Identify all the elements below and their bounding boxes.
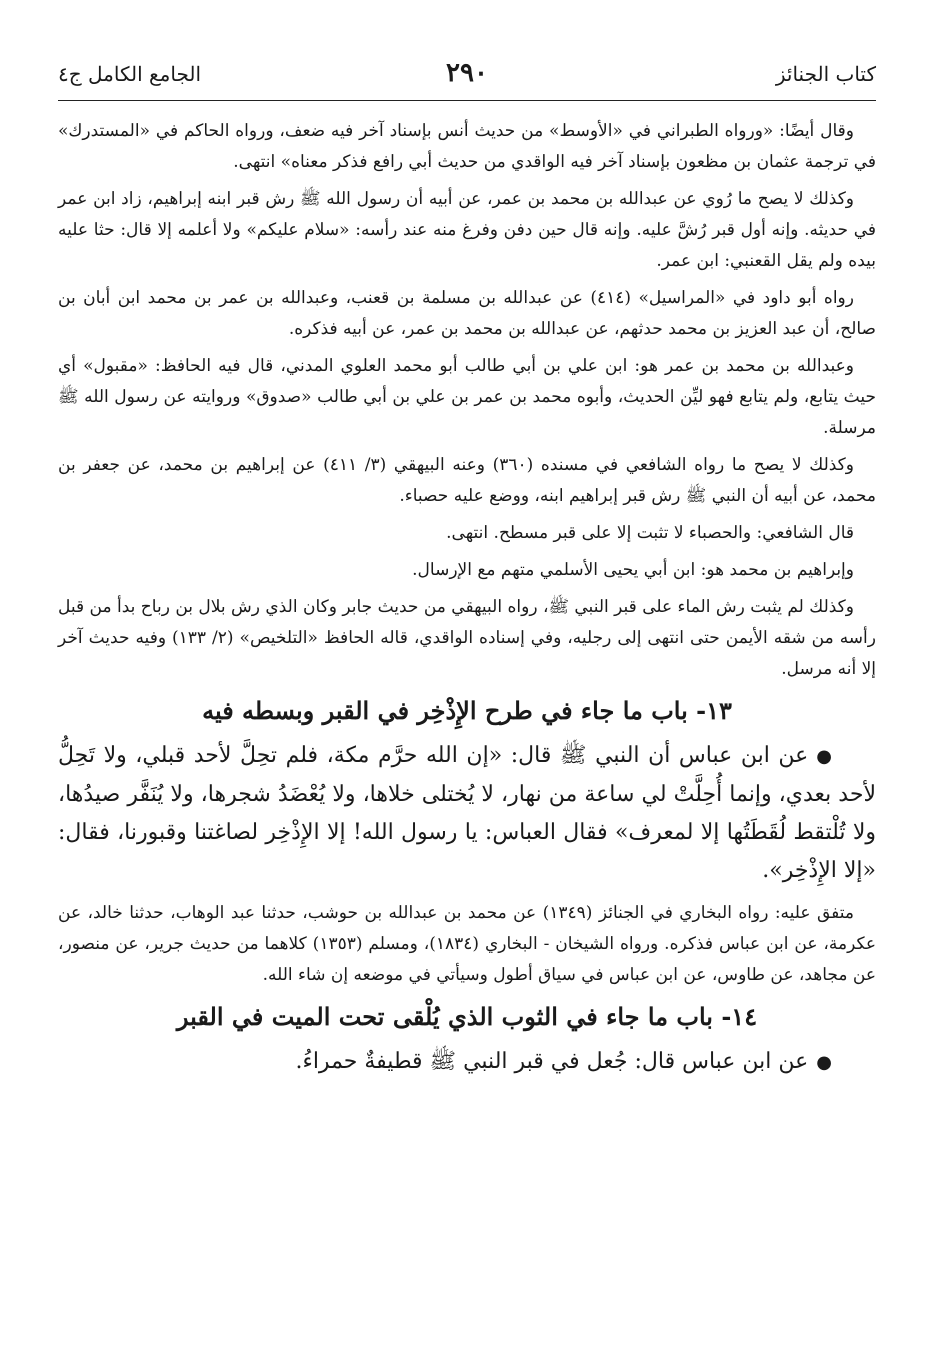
bullet-icon: ● <box>816 746 832 767</box>
commentary-paragraph: متفق عليه: رواه البخاري في الجنائز (١٣٤٩) عن محمد بن عبدالله بن حوشب، حدثنا عبد الوهاب، حدثنا خالد، عن عكرمة، عن ابن عباس فذكره. ورواه الشيخان - البخاري (١٨٣٤)، ومسلم (١٣٥٣) كلاهما من حديث جرير، عن منصور، عن مجاهد، عن طاوس، عن ابن عباس في سياق أطول وسيأتي في موضعه إن شاء الله. <box>58 903 877 985</box>
commentary-paragraph: رواه أبو داود في «المراسيل» (٤١٤) عن عبدالله بن مسلمة بن قعنب، وعبدالله بن عمر بن محمد ابن أبان بن صالح، أن عبد العزيز بن محمد حدثهم، عن عبدالله بن محمد بن عمر، عن أبيه فذكره. <box>58 288 876 339</box>
hadith-paragraph <box>58 1043 876 1082</box>
commentary-paragraph: وكذلك لا يصح ما رواه الشافعي في مسنده (٣٦٠) وعنه البيهقي (٣/ ٤١١) عن إبراهيم بن محمد، عن جعفر بن محمد، عن أبيه أن النبي ﷺ رش قبر إبراهيم ابنه، ووضع عليه حصباء. <box>58 455 876 506</box>
running-header <box>58 58 876 94</box>
chapter-title: كتاب الجنائز <box>775 62 876 86</box>
section-heading: ١٤- باب ما جاء في الثوب الذي يُلْقى تحت الميت في القبر <box>176 1002 758 1031</box>
page-body <box>58 116 876 1090</box>
hadith-paragraph <box>58 737 876 890</box>
commentary-paragraph: وقال أيضًا: «ورواه الطبراني في «الأوسط» من حديث أنس بإسناد آخر فيه ضعف، ورواه الحاكم في «المستدرك» في ترجمة عثمان بن مظعون بإسناد آخر فيه الواقدي من حديث أبي رافع فذكر معناه» انتهى. <box>58 121 876 172</box>
hadith-text: عن ابن عباس قال: جُعل في قبر النبي ﷺ قطيفةٌ حمراءُ. <box>295 1049 809 1074</box>
book-title: الجامع الكامل ج٤ <box>58 62 202 86</box>
commentary-paragraph: وإبراهيم بن محمد هو: ابن أبي يحيى الأسلمي متهم مع الإرسال. <box>412 560 854 580</box>
commentary-paragraph: وكذلك لم يثبت رش الماء على قبر النبي ﷺ، رواه البيهقي من حديث جابر وكان الذي رش بلال بن رباح بدأ من قبل رأسه من شقه الأيمن حتى انتهى إلى رجليه، وفي إسناده الواقدي، قاله الحافظ «التلخيص» (٢/ ١٣٣) وفيه حديث آخر إلا أنه مرسل. <box>58 597 876 679</box>
commentary-paragraph: وكذلك لا يصح ما رُوي عن عبدالله بن محمد بن عمر، عن أبيه أن رسول الله ﷺ رش قبر ابنه إبراهيم، زاد ابن عمر في حديثه. وإنه أول قبر رُشَّ عليه. وإنه قال حين دفن وفرغ منه عند رأسه: «سلام عليكم» ولا أعلمه إلا قال: حثا عليه بيده ولم يقل القعنبي: ابن عمر. <box>58 189 876 271</box>
page-number: ٢٩٠ <box>446 58 488 88</box>
commentary-paragraph: وعبدالله بن محمد بن عمر هو: ابن علي بن أبي طالب أبو محمد العلوي المدني، قال فيه الحافظ: «مقبول» أي حيث يتابع، ولم يتابع فهو ليِّن الحديث، وأبوه محمد بن عمر بن علي بن أبي طالب «صدوق» وروايته عن رسول الله ﷺ مرسلة. <box>58 356 876 438</box>
commentary-paragraph: قال الشافعي: والحصباء لا تثبت إلا على قبر مسطح. انتهى. <box>446 523 854 543</box>
header-rule <box>58 100 876 101</box>
section-heading: ١٣- باب ما جاء في طرح الإِذْخِر في القبر وبسطه فيه <box>202 696 732 725</box>
hadith-text: عن ابن عباس أن النبي ﷺ قال: «إن الله حرَّم مكة، فلم تحِلَّ لأحد قبلي، ولا تَحِلُّ لأحد بعدي، وإنما أُحِلَّتْ لي ساعة من نهار، لا يُختلى خلاها، ولا يُعْضَدُ شجرها، ولا يُنَفَّر صيدُها، ولا تُلْتقط لُقَطَتُها إلا لمعرف» فقال العباس: يا رسول الله! إلا الإِذْخِر لصاغتنا وقبورنا، فقال: «إلا الإِذْخِر». <box>58 743 876 883</box>
bullet-icon: ● <box>816 1052 832 1073</box>
